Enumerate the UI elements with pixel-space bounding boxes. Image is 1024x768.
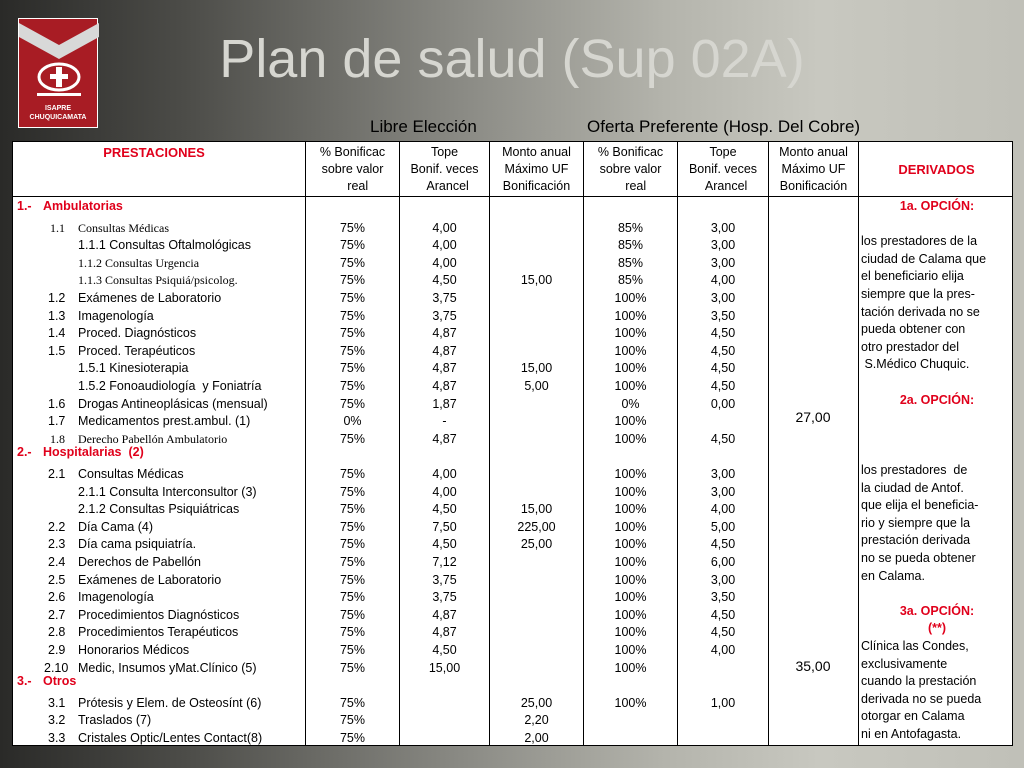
table-row [13, 216, 1012, 234]
row-number: 1.2 [48, 291, 66, 305]
row-label: Hospitalarias (2) [43, 445, 144, 460]
row-label: Ambulatorias [43, 199, 123, 213]
logo-line2: CHUQUICAMATA [29, 114, 87, 121]
tope-oferta-cell: 1,00 [710, 695, 736, 710]
row-label: 1.1.1 Consultas Oftalmológicas [78, 238, 252, 253]
derivados-line: la ciudad de Antof. [861, 480, 964, 495]
derivados-line: que elija el beneficia- [861, 498, 979, 513]
tope-libre-cell: 3,75 [432, 308, 457, 323]
row-number: 1.5 [48, 343, 66, 358]
bonificacion-oferta-cell: 100% [614, 343, 647, 358]
tope-oferta-cell: 3,00 [710, 238, 736, 253]
bonificacion-libre-cell: 75% [339, 660, 366, 675]
bonificacion-libre-cell: 75% [339, 695, 366, 710]
tope-oferta-cell: 4,50 [710, 343, 736, 358]
row-label: Procedimientos Terapéuticos [78, 625, 239, 640]
table-row [13, 427, 1012, 445]
derivados-line: los prestadores de la [861, 234, 978, 249]
group-header-oferta: Oferta Preferente (Hosp. Del Cobre) [587, 117, 861, 136]
table-row [13, 444, 1012, 462]
bonificacion-oferta-cell: 100% [614, 607, 647, 622]
derivados-line: los prestadores de [861, 463, 968, 477]
bonificacion-libre-cell: 75% [339, 590, 366, 605]
bonificacion-oferta-cell: 100% [614, 291, 647, 305]
tope-libre-cell: 15,00 [428, 660, 461, 675]
monto-libre-cell: 15,00 [520, 273, 553, 288]
bonificacion-libre-cell: 75% [339, 572, 366, 587]
monto-libre-cell: 225,00 [517, 519, 556, 534]
derivados-line: no se pueda obtener [861, 551, 976, 565]
row-number: 3.2 [48, 713, 66, 728]
bonificacion-oferta-cell: 100% [614, 555, 647, 569]
row-number: 2.7 [48, 607, 66, 622]
derivados-line: cuando la prestación [861, 674, 977, 689]
row-label: Exámenes de Laboratorio [78, 291, 222, 305]
row-number: 2.6 [48, 590, 66, 605]
bonificacion-libre-cell: 75% [339, 238, 366, 253]
tope-libre-cell: 4,87 [432, 625, 457, 640]
tope-oferta-cell: 6,00 [710, 555, 736, 569]
benefits-table [12, 141, 1013, 746]
row-label: 1.1.2 Consultas Urgencia [78, 255, 200, 270]
bonificacion-oferta-cell: 100% [614, 660, 647, 675]
row-label: Día cama psiquiatría. [78, 537, 197, 552]
bonificacion-oferta-cell: 85% [617, 255, 644, 270]
row-number: 1.3 [48, 308, 66, 323]
tope-libre-cell: 1,87 [432, 396, 457, 411]
tope-oferta-cell: 4,50 [710, 431, 736, 446]
bonificacion-libre-cell: 75% [339, 361, 366, 376]
bonificacion-oferta-cell: 100% [614, 519, 647, 534]
bonificacion-libre-cell: 75% [339, 484, 366, 499]
row-label: 2.1.1 Consulta Interconsultor (3) [78, 484, 257, 499]
bonificacion-oferta-cell: 100% [614, 502, 647, 517]
monto-libre-cell: 15,00 [520, 502, 553, 517]
bonificacion-oferta-cell: 100% [614, 379, 647, 393]
row-number: 1.1 [50, 220, 65, 235]
derivados-line: rio y siempre que la [861, 515, 971, 530]
tope-libre-cell: 4,00 [432, 255, 457, 270]
tope-oferta-cell: 4,50 [710, 379, 736, 393]
row-label: Imagenología [78, 590, 154, 605]
bonificacion-libre-cell: 75% [339, 607, 366, 622]
tope-libre-cell: - [442, 414, 447, 429]
row-label: 1.1.3 Consultas Psiquiá/psicolog. [78, 273, 238, 288]
group-header-libre: Libre Elección [370, 117, 477, 136]
row-label: Drogas Antineoplásicas (mensual) [78, 396, 268, 411]
bonificacion-oferta-cell: 100% [614, 590, 647, 605]
header-bonificacion-oferta: % Bonificac sobre valor real [597, 145, 664, 193]
bonificacion-oferta-cell: 85% [617, 220, 644, 235]
row-number: 2.10 [44, 660, 69, 675]
tope-oferta-cell: 3,00 [710, 255, 736, 270]
row-label: Traslados (7) [78, 713, 152, 728]
bonificacion-libre-cell: 75% [339, 431, 366, 446]
table-row [13, 374, 1012, 392]
derivados-line: ciudad de Calama que [861, 251, 987, 266]
bonificacion-libre-cell: 75% [339, 502, 366, 517]
bonificacion-libre-cell: 75% [339, 467, 366, 481]
tope-oferta-cell: 3,00 [710, 220, 736, 235]
row-number: 1.4 [48, 326, 66, 341]
row-number: 3.1 [48, 695, 66, 710]
bonificacion-libre-cell: 75% [339, 255, 366, 270]
bonificacion-libre-cell: 0% [343, 414, 362, 429]
tope-libre-cell: 4,50 [432, 273, 457, 288]
derivados-line: siempre que la pres- [861, 287, 975, 301]
derivados-line: exclusivamente [861, 656, 948, 671]
bonificacion-oferta-cell: 100% [614, 326, 647, 341]
tope-oferta-cell: 3,00 [710, 467, 736, 481]
tope-oferta-cell: 0,00 [710, 396, 736, 411]
monto-oferta-hospitalario: 35,00 [795, 658, 831, 674]
row-label: Honorarios Médicos [78, 643, 190, 657]
row-number: 1.- [17, 199, 32, 213]
bonificacion-libre-cell: 75% [339, 537, 366, 552]
bonificacion-libre-cell: 75% [339, 396, 366, 411]
tope-oferta-cell: 5,00 [710, 519, 736, 534]
row-label: Medic, Insumos yMat.Clínico (5) [78, 660, 257, 675]
row-number: 2.- [17, 445, 32, 460]
row-label: Otros [43, 674, 77, 689]
derivados-line: 2a. OPCIÓN: [899, 392, 975, 407]
logo-line1: ISAPRE [44, 105, 72, 112]
row-label: 1.5.2 Fonoaudiología y Foniatría [78, 379, 262, 393]
row-label: Proced. Terapéuticos [78, 343, 196, 358]
monto-libre-cell: 5,00 [524, 379, 549, 393]
row-number: 2.3 [48, 537, 66, 552]
row-number: 2.9 [48, 643, 66, 657]
bonificacion-libre-cell: 75% [339, 326, 366, 341]
monto-libre-cell: 2,20 [524, 713, 549, 728]
tope-libre-cell: 4,87 [432, 607, 457, 622]
page-title: Plan de salud (Sup 02A) [219, 29, 805, 89]
tope-libre-cell: 7,50 [432, 519, 457, 534]
tope-oferta-cell: 4,00 [710, 643, 736, 657]
tope-libre-cell: 4,50 [432, 502, 457, 517]
tope-oferta-cell: 4,50 [710, 361, 736, 376]
row-number: 2.5 [48, 572, 66, 587]
monto-libre-cell: 15,00 [520, 361, 553, 376]
monto-libre-cell: 2,00 [524, 731, 549, 745]
bonificacion-oferta-cell: 100% [614, 308, 647, 323]
derivados-line: (**) [927, 621, 947, 636]
tope-libre-cell: 4,00 [432, 220, 457, 235]
tope-libre-cell: 4,87 [432, 431, 457, 446]
tope-libre-cell: 3,75 [432, 291, 457, 305]
tope-oferta-cell: 4,50 [710, 625, 736, 640]
row-label: Imagenología [78, 308, 154, 323]
bonificacion-libre-cell: 75% [339, 308, 366, 323]
header-bonificacion-libre: % Bonificac sobre valor real [319, 145, 386, 193]
bonificacion-oferta-cell: 85% [617, 273, 644, 288]
header-monto-libre: Monto anual Máximo UF Bonificación [502, 145, 571, 193]
header-tope-libre: Tope Bonif. veces Arancel [410, 145, 479, 193]
row-number: 1.7 [48, 414, 66, 429]
tope-libre-cell: 4,87 [432, 379, 457, 393]
tope-libre-cell: 4,87 [432, 326, 457, 341]
bonificacion-oferta-cell: 85% [617, 238, 644, 253]
derivados-line: pueda obtener con [861, 322, 966, 337]
row-label: Consultas Médicas [78, 467, 184, 481]
derivados-line: otro prestador del [861, 339, 959, 354]
bonificacion-libre-cell: 75% [339, 291, 366, 305]
tope-libre-cell: 4,87 [432, 343, 457, 358]
row-label: Derechos de Pabellón [78, 555, 201, 569]
monto-oferta-ambulatorio: 27,00 [795, 409, 831, 425]
tope-oferta-cell: 3,50 [710, 308, 736, 323]
tope-libre-cell: 3,75 [432, 572, 457, 587]
bonificacion-oferta-cell: 100% [614, 625, 647, 640]
header-derivados: DERIVADOS [898, 162, 975, 177]
bonificacion-oferta-cell: 100% [614, 431, 647, 446]
bonificacion-libre-cell: 75% [339, 713, 366, 728]
bonificacion-libre-cell: 75% [339, 273, 366, 288]
row-label: Procedimientos Diagnósticos [78, 607, 240, 622]
derivados-line: el beneficiario elija [861, 269, 964, 284]
bonificacion-oferta-cell: 100% [614, 695, 647, 710]
tope-libre-cell: 7,12 [432, 555, 457, 569]
row-number: 3.- [17, 674, 32, 689]
row-number: 3.3 [48, 731, 66, 745]
row-label: 2.1.2 Consultas Psiquiátricas [78, 502, 240, 517]
row-label: Día Cama (4) [78, 519, 154, 534]
row-number: 2.8 [48, 625, 66, 640]
derivados-line: derivada no se pueda [861, 691, 982, 706]
row-label: Prótesis y Elem. de Osteosínt (6) [78, 695, 262, 710]
row-number: 2.4 [48, 555, 66, 569]
table-row [13, 585, 1012, 603]
tope-oferta-cell: 3,00 [710, 572, 736, 587]
monto-libre-cell: 25,00 [520, 695, 553, 710]
tope-oferta-cell: 4,00 [710, 502, 736, 517]
derivados-line: ni en Antofagasta. [861, 727, 962, 741]
header-tope-oferta: Tope Bonif. veces Arancel [688, 145, 758, 193]
monto-libre-cell: 25,00 [520, 537, 553, 552]
bonificacion-libre-cell: 75% [339, 379, 366, 393]
tope-oferta-cell: 4,50 [710, 326, 736, 341]
tope-oferta-cell: 4,50 [710, 537, 736, 552]
derivados-line: 3a. OPCIÓN: [899, 603, 975, 618]
row-number: 2.2 [48, 519, 66, 534]
bonificacion-oferta-cell: 100% [614, 572, 647, 587]
tope-oferta-cell: 4,00 [710, 273, 736, 288]
derivados-line: prestación derivada [861, 533, 971, 548]
bonificacion-oferta-cell: 100% [614, 414, 647, 429]
row-label: Cristales Optic/Lentes Contact(8) [78, 731, 263, 745]
tope-oferta-cell: 4,50 [710, 607, 736, 622]
derivados-line: tación derivada no se [861, 304, 980, 319]
row-number: 1.6 [48, 396, 66, 411]
row-label: 1.5.1 Kinesioterapia [78, 361, 189, 376]
tope-libre-cell: 4,50 [432, 643, 457, 657]
bonificacion-oferta-cell: 100% [614, 361, 647, 376]
derivados-line: otorgar en Calama [861, 709, 965, 724]
tope-libre-cell: 4,00 [432, 467, 457, 481]
tope-oferta-cell: 3,50 [710, 590, 736, 605]
derivados-line: S.Médico Chuquic. [861, 357, 970, 372]
header-monto-oferta: Monto anual Máximo UF Bonificación [779, 145, 848, 193]
bonificacion-libre-cell: 75% [339, 220, 366, 235]
derivados-line: en Calama. [861, 568, 925, 583]
bonificacion-oferta-cell: 100% [614, 643, 647, 657]
row-label: Proced. Diagnósticos [78, 326, 197, 341]
row-number: 2.1 [48, 467, 66, 481]
table-row [13, 409, 1012, 427]
tope-oferta-cell: 3,00 [710, 291, 736, 305]
bonificacion-libre-cell: 75% [339, 555, 366, 569]
tope-libre-cell: 3,75 [432, 590, 457, 605]
derivados-line: 1a. OPCIÓN: [899, 199, 975, 213]
tope-libre-cell: 4,00 [432, 238, 457, 253]
row-label: Medicamentos prest.ambul. (1) [78, 414, 251, 429]
bonificacion-oferta-cell: 100% [614, 467, 647, 481]
bonificacion-oferta-cell: 100% [614, 537, 647, 552]
bonificacion-libre-cell: 75% [339, 731, 366, 745]
header-prestaciones: PRESTACIONES [103, 145, 205, 160]
row-label: Exámenes de Laboratorio [78, 572, 222, 587]
bonificacion-oferta-cell: 100% [614, 484, 647, 499]
bonificacion-libre-cell: 75% [339, 519, 366, 534]
bonificacion-oferta-cell: 0% [621, 396, 640, 411]
derivados-line: Clínica las Condes, [861, 639, 969, 653]
bonificacion-libre-cell: 75% [339, 625, 366, 640]
tope-oferta-cell: 3,00 [710, 484, 736, 499]
tope-libre-cell: 4,87 [432, 361, 457, 376]
tope-libre-cell: 4,00 [432, 484, 457, 499]
bonificacion-libre-cell: 75% [339, 643, 366, 657]
row-label: Derecho Pabellón Ambulatorio [78, 431, 228, 446]
row-number: 1.8 [50, 431, 65, 446]
row-label: Consultas Médicas [78, 220, 169, 235]
tope-libre-cell: 4,50 [432, 537, 457, 552]
bonificacion-libre-cell: 75% [339, 343, 366, 358]
